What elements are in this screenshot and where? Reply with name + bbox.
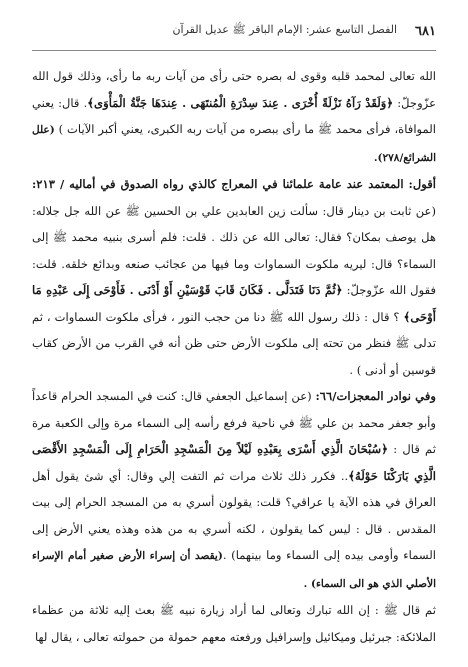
text-run: وفي نوادر المعجزات/٦٦: [315, 389, 436, 403]
text-run: . قال: يعني الموافاة، فرأى محمد ﷺ ما رأى ببصره من آيات ربه الكبرى، يعني أكبر الآيات ) [32, 95, 436, 136]
text-run: ثم قال ﷺ : إن الله تبارك وتعالى لما أراد زيارة نبيه ﷺ بعث إليه ثلاثة من عظماء الملائكة: جبرئيل وميكائيل وإسرافيل ورفعته معهم حمولة من حمولته تعالى ، يقال لها [32, 603, 436, 644]
paragraph [32, 171, 436, 383]
text-run: الله تعالى لمحمد قلبه وقوى له بصره حتى رأى من آيات ربه ما رأى، وذلك قول الله عزّوجلّ: [32, 69, 436, 110]
paragraph [32, 597, 436, 650]
text-run: (علل الشرائع/٢٧٨). [32, 124, 436, 164]
text-run: (عن إسماعيل الجعفي قال: كنت في المسجد الحرام قاعداً وأبو جعفر محمد بن علي ﷺ في ناحية فرفع رأسه إلى السماء مرة وإلى الكعبة مرة ثم قال : [32, 389, 436, 456]
paragraph [32, 63, 436, 171]
text-run: ؟ قال : ذلك رسول الله ﷺ دنا من حجب النور ، فرأى ملكوت السماوات ، ثم تدلى ﷺ فنظر من تحته إلى ملكوت الأرض حتى ظن أنه في القرب من الأرض كقاب قوسين أو أدنى ) . [32, 309, 436, 377]
quran-verse: ﴿وَلَقَدْ رَآهُ نَزْلَةً أُخْرَى . عِندَ سِدْرَةِ الْمُنتَهَى . عِندَهَا جَنَّةُ الْمَأْوَى﴾ [87, 95, 394, 110]
header-rule [32, 50, 436, 51]
page-number: ٦٨١ [415, 23, 436, 39]
chapter-title: الفصل التاسع عشر: الإمام الباقر ﷺ عديل القرآن [172, 23, 398, 36]
text-run: أقول: المعتمد عند عامة علمائنا في المعراج كالذي رواه الصدوق في أماليه / ٢١٣: [32, 177, 436, 191]
quran-verse: ﴿سُبْحَانَ الَّذِي أَسْرَى بِعَبْدِهِ لَيْلاً مِنَ الْمَسْجِدِ الْحَرَامِ إِلَى الْمَسْجِدِ الأَقْصَى الَّذِي بَارَكْنَا حَوْلَهُ﴾ [32, 442, 437, 483]
text-run: .. فكرر ذلك ثلاث مرات ثم التفت إلي وقال: أي شئ يقول أهل العراق في هذه الآية يا عراقي؟ قلت: يقولون أسري به من المسجد الحرام إلى بيت المقدس . قال : ليس كما يقولون ، لكنه أسري به من هذه وهذه يعني الأرض إلى السماء وأومى بيده إلى السماء وما بينهما) . [32, 468, 436, 562]
body-text [32, 63, 436, 650]
quran-verse: ﴿ثُمَّ دَنَا فَتَدَلَّى . فَكَانَ قَابَ قَوْسَيْنِ أَوْ أَدْنَى . فَأَوْحَى إِلَى عَبْدِهِ مَا أَوْحَى﴾ [32, 283, 436, 324]
document-page [32, 20, 436, 650]
paragraph [32, 383, 436, 597]
text-run: (عن ثابت بن دينار قال: سألت زين العابدين علي بن الحسين ﷺ عن الله جل جلاله: هل يوصف بمكان؟ فقال: تعالى الله عن ذلك . قلت: فلم أسرى بنبيه محمد ﷺ إلى السماء؟ قال: ليريه ملكوت السماوات وما فيها من عجائب صنعه وبدائع خلقه. قلت: فقول الله عزّوجلّ: [32, 203, 436, 297]
running-header [32, 20, 436, 42]
text-run: (يقصد أن إسراء الأرض صغير أمام الإسراء الأصلي الذي هو الى السماء) . [32, 550, 436, 590]
